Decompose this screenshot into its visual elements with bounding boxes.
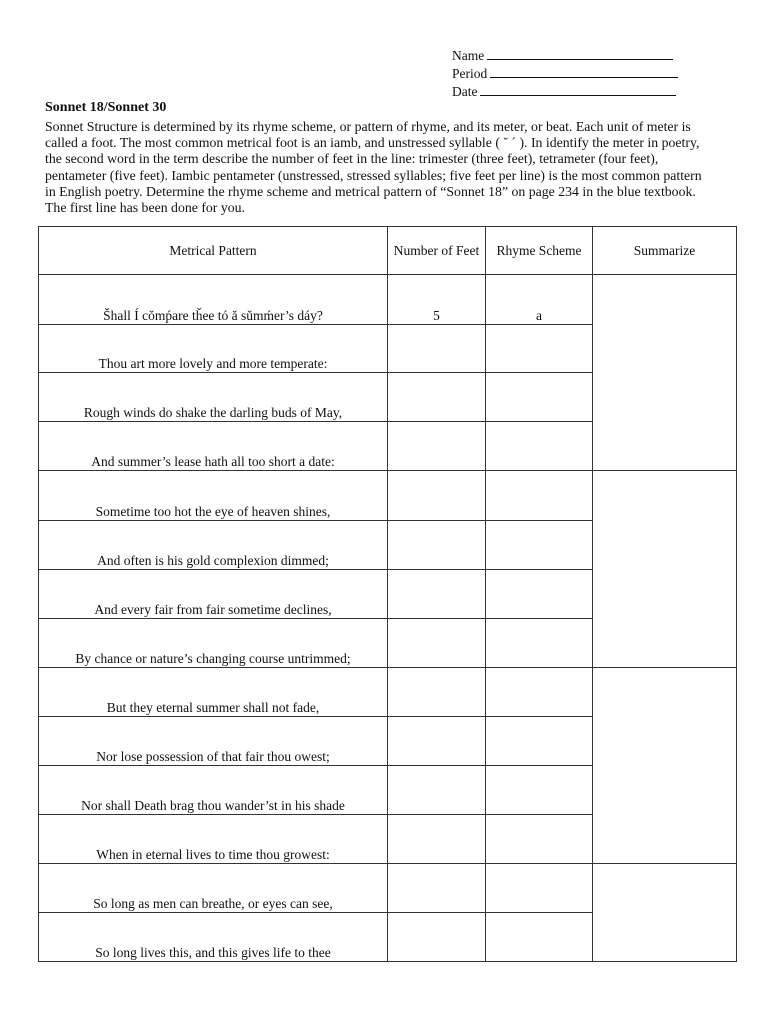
table-row xyxy=(39,275,737,325)
number-of-feet-cell[interactable] xyxy=(388,325,486,373)
rhyme-scheme-cell[interactable] xyxy=(486,766,593,815)
header-summarize: Summarize xyxy=(593,227,737,275)
rhyme-scheme-cell[interactable] xyxy=(486,864,593,913)
number-of-feet-cell[interactable] xyxy=(388,668,486,717)
sonnet-line-cell: Rough winds do shake the darling buds of May, xyxy=(39,373,388,422)
table-row xyxy=(39,864,737,913)
sonnet-line-cell: Sometime too hot the eye of heaven shines, xyxy=(39,471,388,521)
rhyme-scheme-cell[interactable] xyxy=(486,619,593,668)
sonnet-line-cell: And summer’s lease hath all too short a date: xyxy=(39,422,388,471)
worksheet-title: Sonnet 18/Sonnet 30 xyxy=(45,100,167,115)
sonnet-line-cell: By chance or nature’s changing course untrimmed; xyxy=(39,619,388,668)
number-of-feet-cell[interactable] xyxy=(388,913,486,962)
rhyme-scheme-cell[interactable] xyxy=(486,325,593,373)
summary-cell[interactable] xyxy=(593,471,737,668)
instructions-paragraph: Sonnet Structure is determined by its rhyme scheme, or pattern of rhyme, and its meter, or beat. Each unit of meter is called a foot. The most common metrical foot is an iamb, and unstressed syllable ( ˘ ´ ). In identify the meter in poetry, the second word in the term describe the number of feet in the line: trimester (three feet), tetrameter (four feet), pentameter (five feet). Iambic pentameter (unstressed, stressed syllables; five feet per line) is the most common pattern in English poetry. Determine the rhyme scheme and metrical pattern of “Sonnet 18” on page 234 in the blue textbook. The first line has been done for you. xyxy=(45,119,702,216)
period-blank[interactable] xyxy=(490,65,678,78)
date-field[interactable] xyxy=(452,83,678,101)
sonnet-line-cell: And every fair from fair sometime declines, xyxy=(39,570,388,619)
summary-cell[interactable] xyxy=(593,668,737,864)
name-blank[interactable] xyxy=(487,47,673,60)
header-number-of-feet: Number of Feet xyxy=(388,227,486,275)
rhyme-scheme-cell[interactable] xyxy=(486,913,593,962)
summary-cell[interactable] xyxy=(593,275,737,471)
date-label: Date xyxy=(452,84,478,99)
date-blank[interactable] xyxy=(480,83,676,96)
sonnet-line-cell: And often is his gold complexion dimmed; xyxy=(39,521,388,570)
table-row xyxy=(39,471,737,521)
name-field[interactable] xyxy=(452,47,678,65)
sonnet-line-cell: So long as men can breathe, or eyes can see, xyxy=(39,864,388,913)
number-of-feet-cell[interactable] xyxy=(388,521,486,570)
number-of-feet-cell[interactable] xyxy=(388,570,486,619)
summary-cell[interactable] xyxy=(593,864,737,962)
number-of-feet-cell[interactable] xyxy=(388,766,486,815)
table-body xyxy=(39,275,737,962)
number-of-feet-cell[interactable] xyxy=(388,373,486,422)
number-of-feet-cell[interactable] xyxy=(388,815,486,864)
sonnet-line-cell: Šhall Í cŏmṕare tȟee tó ă sŭmḿer’s dáy? xyxy=(39,275,388,325)
rhyme-scheme-cell[interactable] xyxy=(486,717,593,766)
sonnet-line-cell: Thou art more lovely and more temperate: xyxy=(39,325,388,373)
sonnet-line-cell: When in eternal lives to time thou growest: xyxy=(39,815,388,864)
number-of-feet-cell[interactable] xyxy=(388,471,486,521)
sonnet-line-cell: But they eternal summer shall not fade, xyxy=(39,668,388,717)
name-label: Name xyxy=(452,48,485,63)
rhyme-scheme-cell[interactable] xyxy=(486,668,593,717)
number-of-feet-cell[interactable]: 5 xyxy=(388,275,486,325)
sonnet-line-cell: Nor lose possession of that fair thou owest; xyxy=(39,717,388,766)
period-field[interactable] xyxy=(452,65,678,83)
number-of-feet-cell[interactable] xyxy=(388,864,486,913)
rhyme-scheme-cell[interactable] xyxy=(486,471,593,521)
student-info-fields xyxy=(452,47,678,101)
header-rhyme-scheme: Rhyme Scheme xyxy=(486,227,593,275)
header-metrical-pattern: Metrical Pattern xyxy=(39,227,388,275)
rhyme-scheme-cell[interactable] xyxy=(486,373,593,422)
number-of-feet-cell[interactable] xyxy=(388,619,486,668)
table-header-row xyxy=(39,227,737,275)
sonnet-line-cell: Nor shall Death brag thou wander’st in his shade xyxy=(39,766,388,815)
rhyme-scheme-cell[interactable] xyxy=(486,521,593,570)
rhyme-scheme-cell[interactable]: a xyxy=(486,275,593,325)
rhyme-scheme-cell[interactable] xyxy=(486,422,593,471)
sonnet-line-cell: So long lives this, and this gives life to thee xyxy=(39,913,388,962)
period-label: Period xyxy=(452,66,488,81)
table-row xyxy=(39,668,737,717)
rhyme-scheme-cell[interactable] xyxy=(486,570,593,619)
number-of-feet-cell[interactable] xyxy=(388,422,486,471)
rhyme-scheme-cell[interactable] xyxy=(486,815,593,864)
sonnet-analysis-table xyxy=(38,226,737,962)
number-of-feet-cell[interactable] xyxy=(388,717,486,766)
